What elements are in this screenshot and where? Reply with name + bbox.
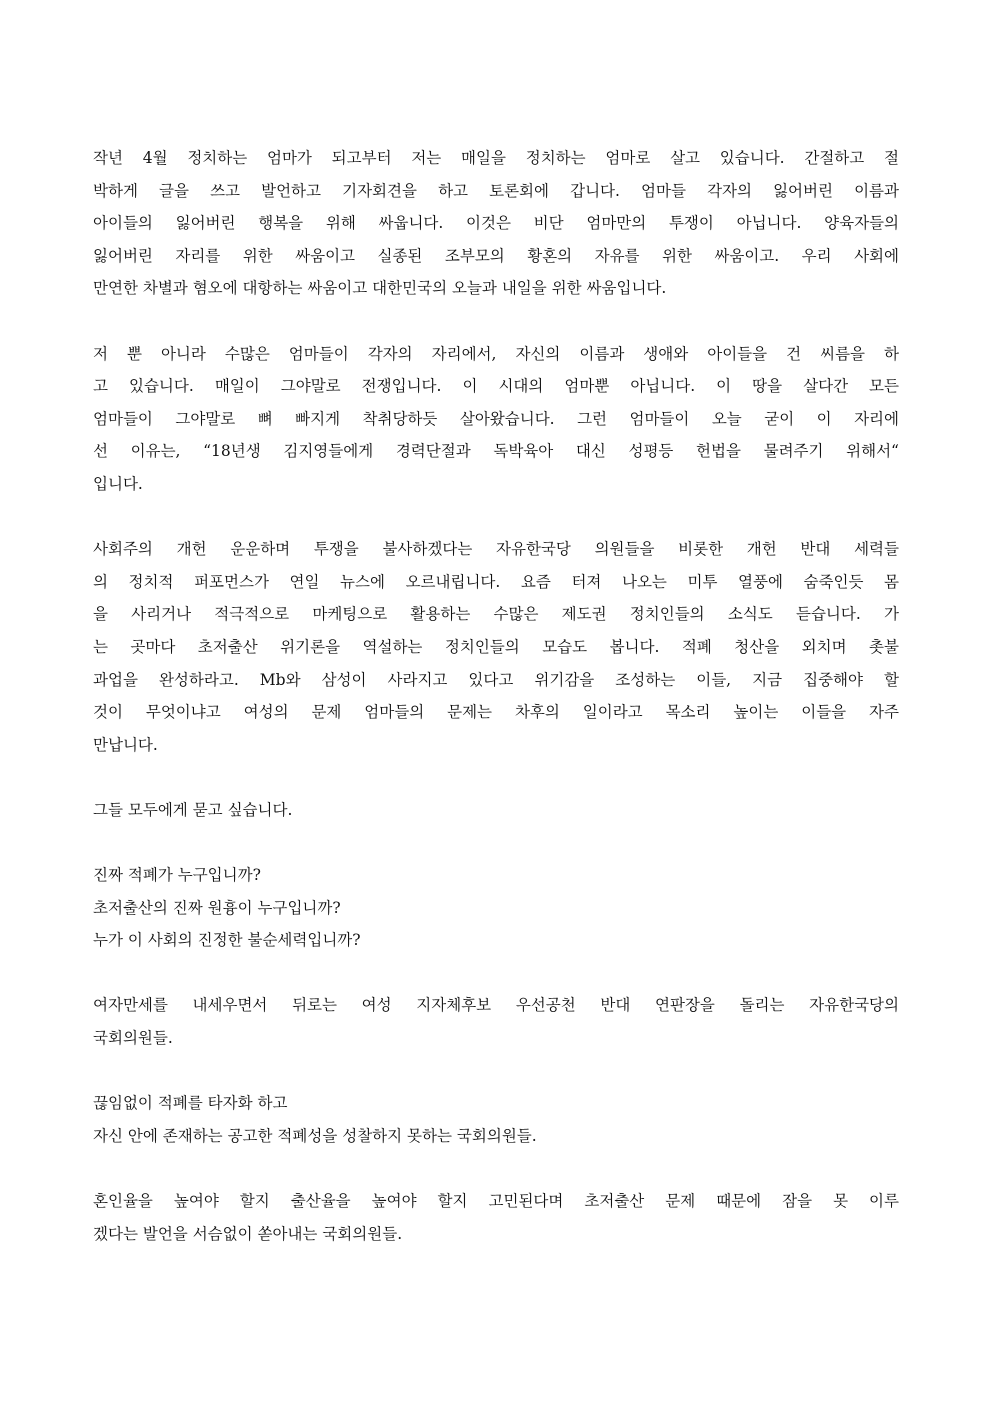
paragraph-line: 국회의원들. [93, 1029, 173, 1048]
paragraph-line: 그들 모두에게 묻고 싶습니다. [93, 800, 293, 819]
paragraph-line: 선 이유는, “18년생 김지영들에게 경력단절과 독박육아 대신 성평등 헌법을 물려주기 위해서“ [93, 442, 899, 461]
paragraph-6 [93, 989, 899, 1054]
paragraph-line: 는 곳마다 초저출산 위기론을 역설하는 정치인들의 모습도 봅니다. 적폐 청산을 외치며 촛불 [93, 637, 899, 656]
paragraph-1 [93, 142, 899, 305]
paragraph-line: 의 정치적 퍼포먼스가 연일 뉴스에 오르내립니다. 요즘 터져 나오는 미투 열풍에 숨죽인듯 몸 [93, 572, 899, 591]
paragraph-line: 만연한 차별과 혐오에 대항하는 싸움이고 대한민국의 오늘과 내일을 위한 싸움입니다. [93, 279, 667, 298]
paragraph-line: 끊임없이 적폐를 타자화 하고 [93, 1094, 288, 1113]
paragraph-line: 박하게 글을 쓰고 발언하고 기자회견을 하고 토론회에 갑니다. 엄마들 각자의 잃어버린 이름과 [93, 181, 899, 200]
paragraph-line: 사회주의 개헌 운운하며 투쟁을 불사하겠다는 자유한국당 의원들을 비롯한 개헌 반대 세력들 [93, 540, 899, 559]
paragraph-4 [93, 794, 899, 827]
paragraph-5 [93, 859, 899, 957]
paragraph-line: 만납니다. [93, 735, 158, 754]
paragraph-line: 입니다. [93, 474, 143, 493]
paragraph-line: 작년 4월 정치하는 엄마가 되고부터 저는 매일을 정치하는 엄마로 살고 있습니다. 간절하고 절 [93, 149, 899, 167]
paragraph-line: 여자만세를 내세우면서 뒤로는 여성 지자체후보 우선공천 반대 연판장을 돌리는 자유한국당의 [93, 996, 899, 1015]
paragraph-8 [93, 1185, 899, 1250]
paragraph-3 [93, 533, 899, 761]
paragraph-line: 아이들의 잃어버린 행복을 위해 싸웁니다. 이것은 비단 엄마만의 투쟁이 아닙니다. 양육자들의 [93, 214, 899, 233]
paragraph-line: 초저출산의 진짜 원흉이 누구입니까? [93, 898, 341, 917]
paragraph-7 [93, 1087, 899, 1152]
paragraph-line: 진짜 적폐가 누구입니까? [93, 866, 261, 885]
paragraph-line: 을 사리거나 적극적으로 마케팅으로 활용하는 수많은 제도권 정치인들의 소식도 듣습니다. 가 [93, 605, 899, 624]
paragraph-2 [93, 338, 899, 501]
paragraph-line: 잃어버린 자리를 위한 싸움이고 실종된 조부모의 황혼의 자유를 위한 싸움이고. 우리 사회에 [93, 246, 899, 265]
paragraph-line: 과업을 완성하라고. Mb와 삼성이 사라지고 있다고 위기감을 조성하는 이들, 지금 집중해야 할 [93, 670, 899, 689]
paragraph-line: 고 있습니다. 매일이 그야말로 전쟁입니다. 이 시대의 엄마뿐 아닙니다. 이 땅을 살다간 모든 [93, 377, 899, 396]
paragraph-line: 엄마들이 그야말로 뼈 빠지게 착취당하듯 살아왔습니다. 그런 엄마들이 오늘 굳이 이 자리에 [93, 409, 899, 428]
paragraph-line: 겠다는 발언을 서슴없이 쏟아내는 국회의원들. [93, 1224, 403, 1243]
paragraph-line: 것이 무엇이냐고 여성의 문제 엄마들의 문제는 차후의 일이라고 목소리 높이는 이들을 자주 [93, 703, 899, 722]
paragraph-line: 자신 안에 존재하는 공고한 적폐성을 성찰하지 못하는 국회의원들. [93, 1126, 537, 1145]
paragraph-line: 저 뿐 아니라 수많은 엄마들이 각자의 자리에서, 자신의 이름과 생애와 아이들을 건 씨름을 하 [93, 344, 899, 363]
paragraph-line: 누가 이 사회의 진정한 불순세력입니까? [93, 931, 361, 950]
paragraph-line: 혼인율을 높여야 할지 출산율을 높여야 할지 고민된다며 초저출산 문제 때문에 잠을 못 이루 [93, 1192, 899, 1210]
document-body [93, 142, 899, 1283]
